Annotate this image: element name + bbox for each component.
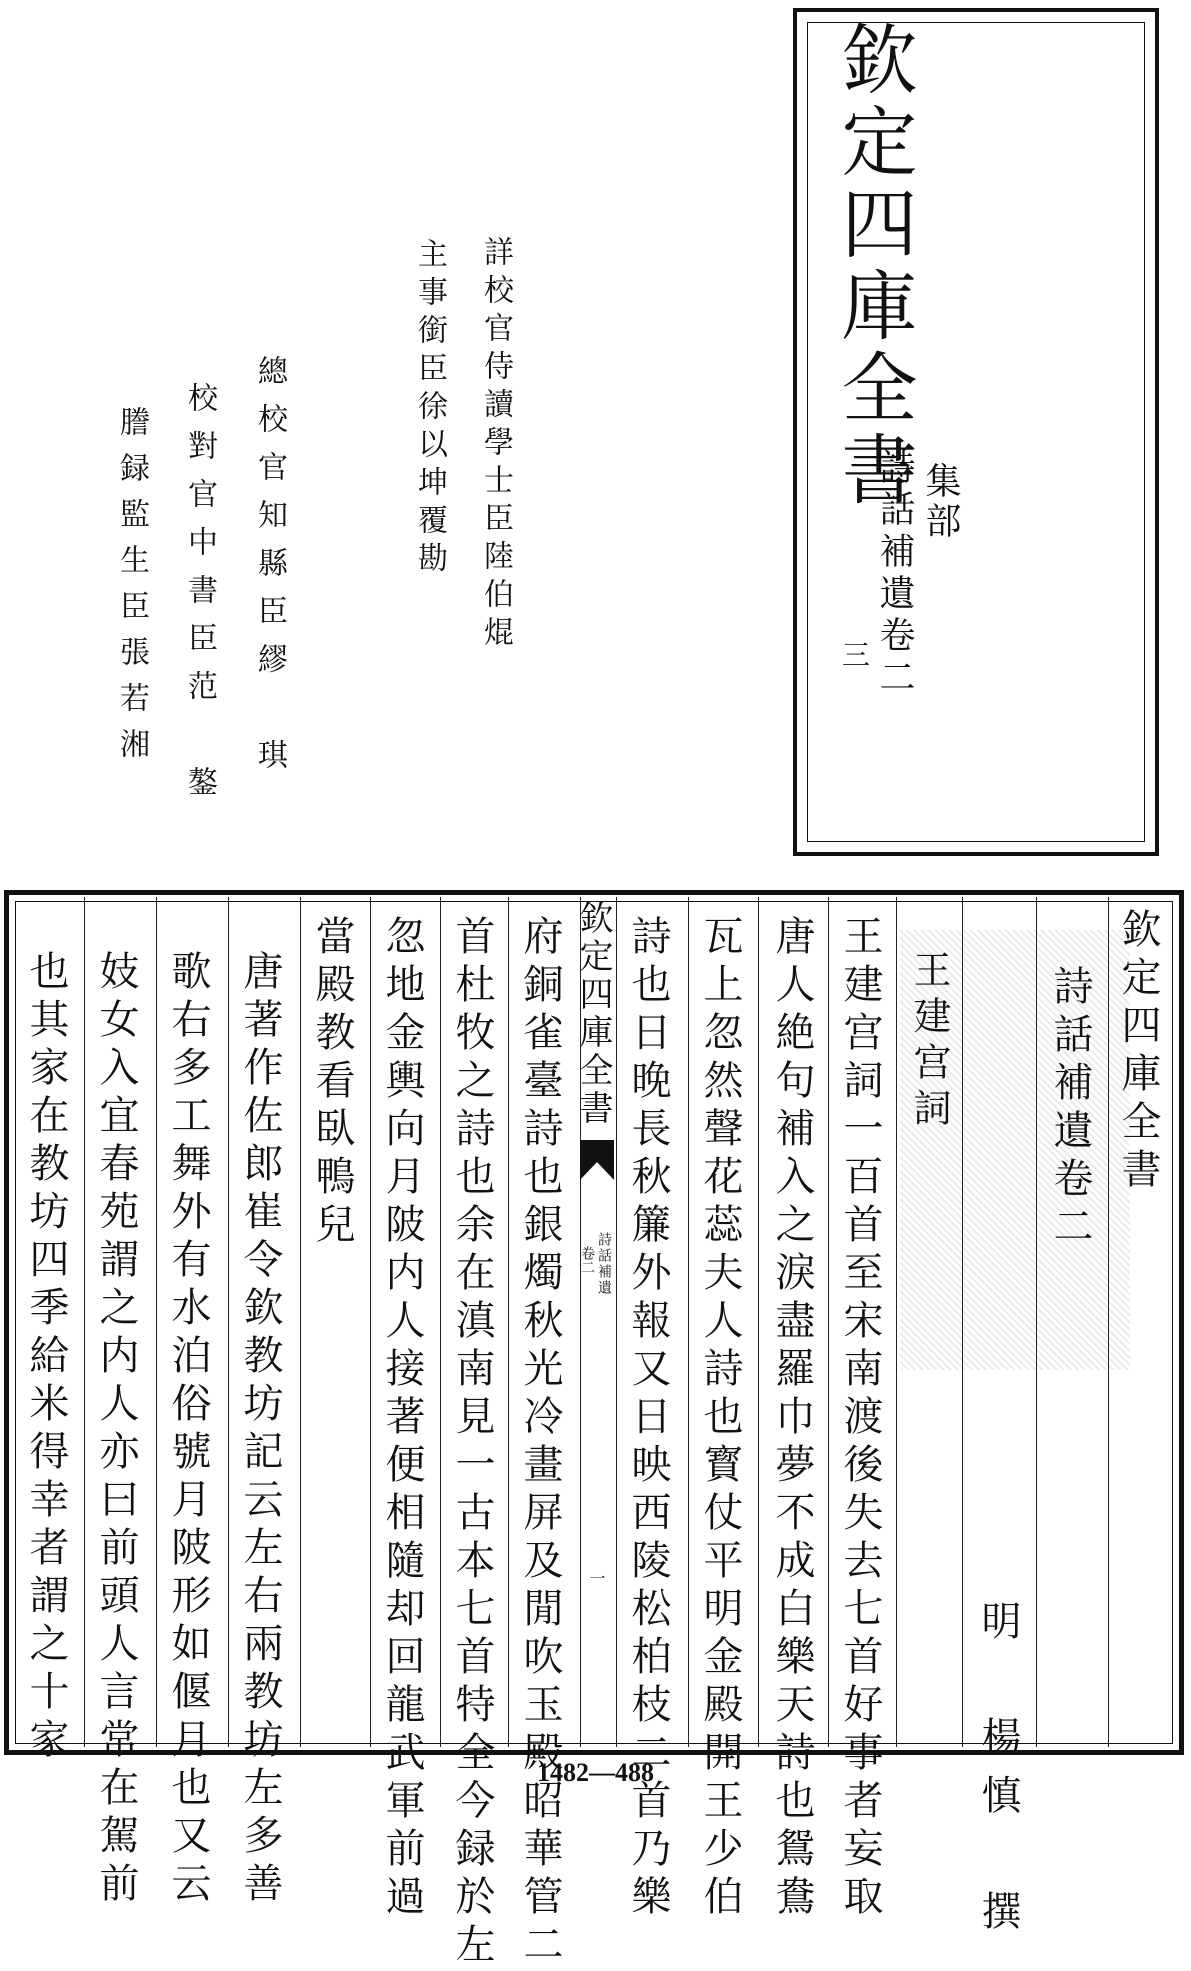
section-heading: 王建宫詞 [907, 950, 951, 1134]
text-column: 忽地金輿向月陂内人接著便相隨却回龍武軍前過 [379, 915, 425, 1923]
column-rule [228, 897, 229, 1747]
fold-title: 欽定四庫全書 [573, 900, 613, 1128]
fold-leaf-number: 一 [587, 1570, 606, 1586]
book-title: 詩話補遺卷二 [1047, 965, 1093, 1253]
column-rule [1108, 897, 1109, 1747]
cover-collection-label: 集部 [920, 462, 961, 542]
fold-book-title: 詩話補遺 [596, 1232, 612, 1296]
cover-title: 欽定四庫全書 [829, 20, 918, 512]
text-column: 當殿教看臥鴨兒 [309, 915, 355, 1251]
text-column: 唐人絶句補入之淚盡羅巾夢不成白樂天詩也鴛鴦 [769, 915, 815, 1923]
credit-line: 總校官知縣臣繆 琪 [252, 355, 287, 787]
column-rule [616, 897, 617, 1747]
credit-line: 主事銜臣徐以坤覆勘 [412, 238, 447, 580]
column-rule [508, 897, 509, 1747]
credit-line: 詳校官侍讀學士臣陸伯焜 [478, 236, 513, 654]
text-column: 也其家在教坊四季給米得幸者謂之十家 [23, 950, 69, 1766]
column-rule [300, 897, 301, 1747]
column-rule [370, 897, 371, 1747]
cover-volume-note: 三 [838, 640, 871, 668]
column-rule [156, 897, 157, 1747]
column-rule [962, 897, 963, 1747]
fold-volume: 卷二 [579, 1246, 595, 1274]
text-column: 詩也日晚長秋簾外報又日映西陵松柏枝二首乃樂 [625, 915, 671, 1923]
column-rule [828, 897, 829, 1747]
text-column: 首杜牧之詩也余在滇南見一古本七首特全今録於左 [449, 915, 495, 1971]
column-rule [84, 897, 85, 1747]
cover-book-title: 詩話補遺卷二 [874, 448, 915, 700]
text-column: 瓦上忽然聲花蕊夫人詩也寳仗平明金殿開王少伯 [697, 915, 743, 1923]
column-rule [440, 897, 441, 1747]
column-rule [688, 897, 689, 1747]
author-line: 明 楊慎 撰 [975, 1600, 1021, 1948]
page-number: 1482—488 [537, 1758, 654, 1787]
text-column: 唐著作佐郎崔令欽教坊記云左右兩教坊左多善 [237, 950, 283, 1910]
column-rule [1036, 897, 1037, 1747]
text-column: 歌右多工舞外有水泊俗號月陂形如偃月也又云 [165, 950, 211, 1910]
column-rule [896, 897, 897, 1747]
text-column: 王建宫詞一百首至宋南渡後失去七首好事者妄取 [837, 915, 883, 1923]
page-header-title: 欽定四庫全書 [1115, 908, 1161, 1196]
credit-line: 謄録監生臣張若湘 [114, 406, 149, 774]
column-rule [758, 897, 759, 1747]
text-column: 府銅雀臺詩也銀燭秋光冷畫屏及閒吹玉殿昭華管二 [517, 915, 563, 1971]
credit-line: 校對官中書臣范 鏊 [182, 382, 217, 814]
text-column: 妓女入宜春苑謂之内人亦曰前頭人言常在駕前 [93, 950, 139, 1910]
